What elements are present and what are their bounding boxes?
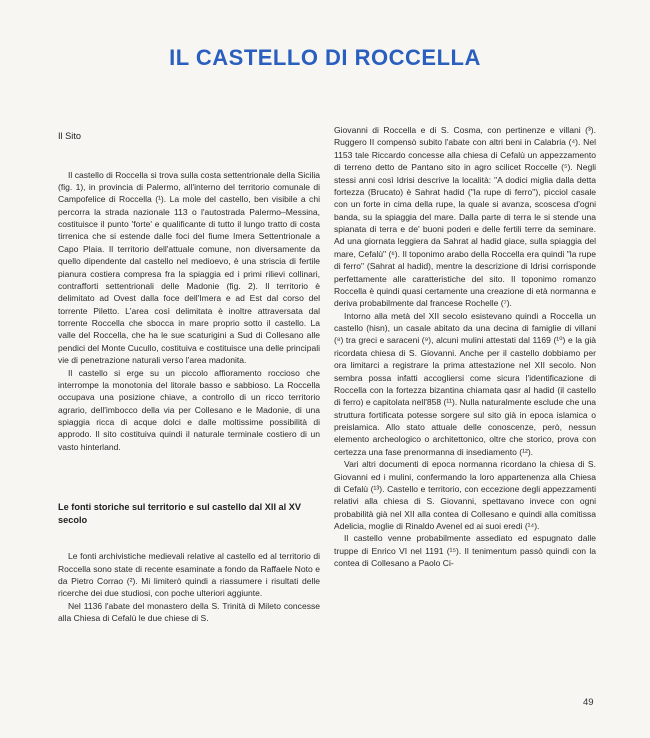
paragraph: Il castello venne probabilmente assediato ed espugnato dalle truppe di Enrico VI nel 1191 (¹⁵). Il tenimentum passò quindi con la contea di Collesano a Paolo Ci- bbox=[334, 533, 596, 569]
paragraph: Intorno alla metà del XII secolo esistevano quindi a Roccella un castello (hisn), un casale abitato da una decina di famiglie di villani (⁸) tra greci e saraceni (⁹), alcuni mulini attestati dal 1169 (¹⁰) e la già ricordata chiesa di S. Giovanni. Anche per il castello dobbiamo per ora limitarci a registrare la prima attestazione nel XII secolo. Non sembra possa infatti accogliersi come sicura l'identificazione di Roccella con la fortezza bizantina chiamata qasr al hadid (il castello di ferro) e capitolata nell'858 (¹¹). Nulla naturalmente esclude che una struttura fortificata potesse sorgere sul sito già in epoca islamica o preislamica. Allo stato attuale delle conoscenze, però, nessun elemento archeologico o architettonico, oltre che storico, prova con certezza una fase prenormanna di insediamento (¹²). bbox=[334, 310, 596, 457]
left-column bbox=[58, 130, 320, 624]
page-number: 49 bbox=[583, 697, 594, 708]
section-heading-fonti: Le fonti storiche sul territorio e sul castello dal XII al XV secolo bbox=[58, 502, 302, 525]
right-column bbox=[334, 124, 596, 570]
paragraph: Le fonti archivistiche medievali relative al castello ed al territorio di Roccella sono state di recente esaminate a fondo da Raffaele Noto e da Pietro Corrao (²). Mi limiterò quindi a riassumere i risultati delle ricerche dei due studiosi, con poche ulteriori aggiunte. bbox=[58, 551, 320, 599]
paragraph: Vari altri documenti di epoca normanna ricordano la chiesa di S. Giovanni ed i mulini, confermando la loro appartenenza alla Chiesa di Cefalù (¹³). Castello e territorio, con eccezione degli appezzamenti relativi alla chiesa di S. Giovanni, spettavano invece con ogni probabilità già nel XII alla contea di Collesano e quindi alla comitissa Adelicia, moglie di Rinaldo Avenel ed ai suoi eredi (¹⁴). bbox=[334, 459, 596, 531]
page-title: IL CASTELLO DI ROCCELLA bbox=[169, 45, 481, 70]
paragraph: Il castello si erge su un piccolo affioramento roccioso che interrompe la monotonia del litorale basso e sabbioso. La Roccella occupava una posizione chiave, a controllo di un ricco territorio agrario, dell'imbocco della via per Collesano e le Madonie, di una spiaggia ricca di acque dolci e dalle moltissime possibilità di approdo. Il sito costituiva quindi il naturale terminale costiero di un vasto hinterland. bbox=[58, 367, 320, 452]
paragraph: Giovanni di Roccella e di S. Cosma, con pertinenze e villani (³). Ruggero II compensò subito l'abate con altri beni in Calabria (⁴). Nel 1153 tale Riccardo concesse alla chiesa di Cefalù un appezzamento di terreno detto de Pantano sito in agro scilicet Roccelle (⁵). Negli stessi anni così Idrisi descrive la località: "A dodici miglia dalla detta fortezza (Brucato) è Sahrat hadid ("la rupe di ferro"), picciol casale con un forte in cima della rupe, la quale si avanza, scoscesa d'ogni banda, su la spiaggia del mare. Dalla parte di terra le si stende una spianata di terra e de' buoni poderi e delle fertili terre da seminare. Ad una giornata leggiera da Sahrat al hadid giace, sulla spiaggia del mare, Cefalù" (⁶). Il toponimo arabo della Roccella era quindi "la rupe di ferro" (Sahrat al hadid), mentre la descrizione di Idrisi corrisponde perfettamente alle caratteristiche del sito. Il toponimo romanzo Roccella è quindi quasi certamente una creazione di età normanna e deriva probabilmente dal francese Rochelle (⁷). bbox=[334, 125, 596, 309]
section-heading-sito: Il Sito bbox=[58, 131, 81, 141]
paragraph: Il castello di Roccella si trova sulla costa settentrionale della Sicilia (fig. 1), in provincia di Palermo, all'interno del territorio comunale di Campofelice di Roccella (¹). La mole del castello, ben visibile a chi percorra la strada nazionale 113 o l'autostrada Palermo–Messina, costituisce il punto 'forte' e qualificante di tutto il lungo tratto di costa tirrenica che si estende dalle foci del fiume Imera Settentrionale a Capo Plaia. Il territorio dell'attuale comune, non diversamente da quello dipendente dal castello nel medioevo, è una striscia di fertile pianura costiera compresa fra la spiaggia ed i primi rilievi collinari, contrafforti settentrionali delle Madonie (fig. 2). Il territorio è delimitato ad Ovest dalla foce dell'Imera e ad Est dal corso del torrente Piletto. L'area così delimitata è inoltre attraversata dal torrente Roccella che sbocca in mare proprio sotto il castello. La valle del Roccella, che ha le sue scaturigini a Sud di Collesano alle pendici del Monte Cucullo, costituiva e costituisce una delle principali vie di penetrazione naturali verso l'area madonita. bbox=[58, 169, 320, 366]
paragraph: Nel 1136 l'abate del monastero della S. Trinità di Mileto concesse alla Chiesa di Cefalù le due chiese di S. bbox=[58, 600, 320, 623]
